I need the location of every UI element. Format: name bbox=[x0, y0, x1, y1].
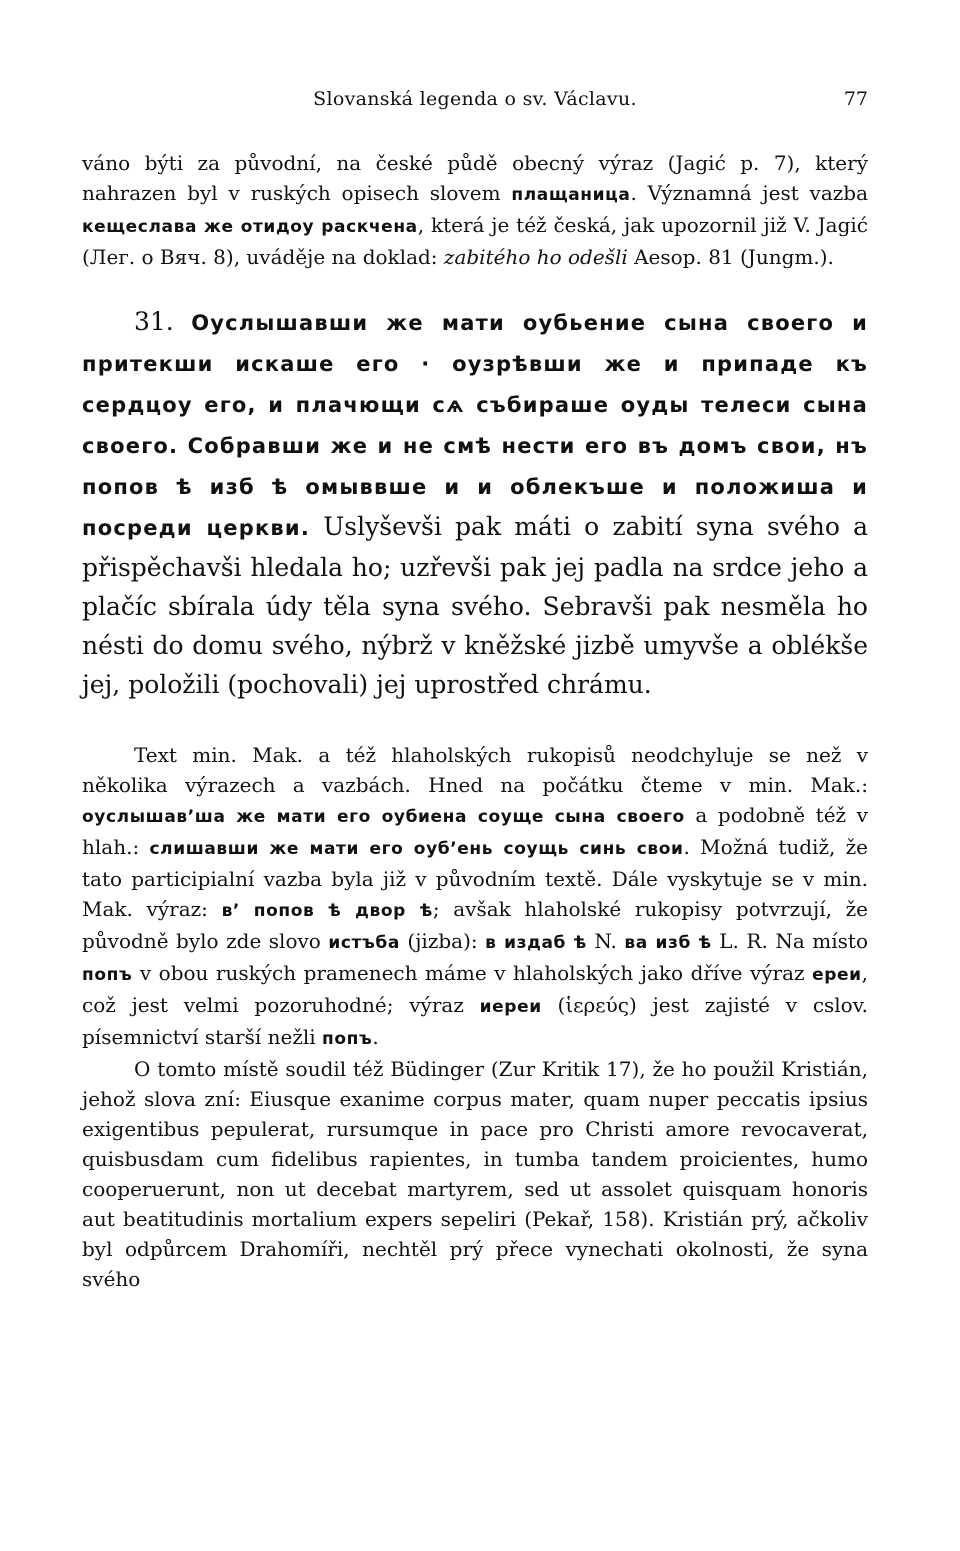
church-slavonic-phrase: в издаб ѣ bbox=[485, 933, 587, 953]
church-slavonic-word: плащаница bbox=[511, 185, 631, 205]
church-slavonic-phrase: в’ попов ѣ двор ѣ bbox=[221, 901, 433, 921]
text: , což jest velmi pozoruhodné; výraz bbox=[82, 961, 868, 1017]
text: , která je též česká, jak upozornil již V. Jagić (Лег. о Вяч. 8), uváděje na doklad: bbox=[82, 213, 868, 269]
text: O tomto místě soudil též Büdinger (Zur Kritik 17), že ho použil Kristián, jehož slova zní: Eiusque exanime corpus mater, quam nuper peccatis ipsius exigentibus pepulerat, rursumque in pace pro Christi amore revocaverat, quisbusdam cum fidelibus rapientes, in tumba tandem proicientes, humo cooperuerunt, non ut decebat martyrem, sed ut assolet quisquam honoris aut beatitudinis mortalium expers sepeliri (Pekař, 158). Kristián prý, ačkoliv byl odpůrcem Drahomíři, nechtěl prý přece vynechati okolnosti, že syna svého bbox=[82, 1057, 868, 1291]
text: (jizba): bbox=[399, 929, 486, 953]
text: Text min. Mak. a též hlaholských rukopisů neodchyluje se než v několika výrazech a vazbách. Hned na počátku čteme v min. Mak.: bbox=[82, 743, 868, 797]
church-slavonic-phrase: оуслышав’ша же мати его оубиена соуще сына своего bbox=[82, 807, 685, 827]
paragraph-budinger bbox=[82, 1054, 868, 1294]
text: váno býti za původní, na české půdě obecný výraz (Jagić p. 7), který nahrazen byl v ruských opisech slovem bbox=[82, 151, 868, 205]
paragraph-commentary bbox=[82, 740, 868, 1054]
text: v obou ruských pramenech máme v hlaholských jako dříve výraz bbox=[132, 961, 813, 985]
italic-quote: zabitého ho odešli bbox=[443, 245, 628, 269]
text: (ἱερεύς) jest zajisté v cslov. písemnictví starší nežli bbox=[82, 993, 868, 1049]
text: Aesop. 81 (Jungm.). bbox=[627, 245, 834, 269]
text: N. bbox=[586, 929, 625, 953]
text: . bbox=[372, 1025, 379, 1049]
church-slavonic-phrase: ва изб ѣ bbox=[624, 933, 712, 953]
running-title: Slovanská legenda o sv. Václavu. bbox=[313, 88, 637, 110]
church-slavonic-word: попъ bbox=[322, 1029, 373, 1049]
czech-translation: Uslyševši pak máti o zabití syna svého a přispěchavši hledala ho; uzřevši pak jej padla na srdce jeho a plačíc sbírala údy těla syna svého. Sebravši pak nesměla ho nésti do domu svého, nýbrž v kněžské jizbě umyvše a oblékše jej, položili (pochovali) jej uprostřed chrámu. bbox=[82, 512, 868, 699]
church-slavonic-word: истъба bbox=[328, 933, 400, 953]
text: . Možná tudiž, že tato participialní vazba byla již v původním textě. Dále vyskytuje se v min. Mak. výraz: bbox=[82, 835, 868, 921]
text: a podobně též v hlah.: bbox=[82, 803, 868, 859]
page-number: 77 bbox=[843, 88, 868, 110]
section-number: 31. bbox=[134, 307, 174, 336]
church-slavonic-text: Оуслышавши же мати оубьение сына своего и притекши искаше его · оузрѣвши же и припаде къ сердцоу его, и плачющи сѧ събираше оуды телеси сына своего. Собравши же и не смѣ нести его въ домъ свои, нъ попов ѣ изб ѣ омыввше и и облекъше и положиша и посреди церкви. bbox=[82, 311, 868, 540]
section-31 bbox=[82, 302, 868, 704]
church-slavonic-word: иереи bbox=[479, 997, 542, 1017]
page bbox=[82, 88, 868, 1294]
church-slavonic-word: попъ bbox=[82, 965, 133, 985]
running-header bbox=[82, 88, 868, 128]
church-slavonic-phrase: слишавши же мати его оуб’ень соущь синь свои bbox=[149, 839, 684, 859]
church-slavonic-phrase: кещеслава же отидоу раскчена bbox=[82, 217, 418, 237]
paragraph-continuation bbox=[82, 148, 868, 272]
text: . Významná jest vazba bbox=[630, 181, 869, 205]
text: ; avšak hlaholské rukopisy potvrzují, že původně bylo zde slovo bbox=[82, 897, 868, 953]
text: L. R. Na místo bbox=[711, 929, 868, 953]
church-slavonic-word: ереи bbox=[812, 965, 862, 985]
